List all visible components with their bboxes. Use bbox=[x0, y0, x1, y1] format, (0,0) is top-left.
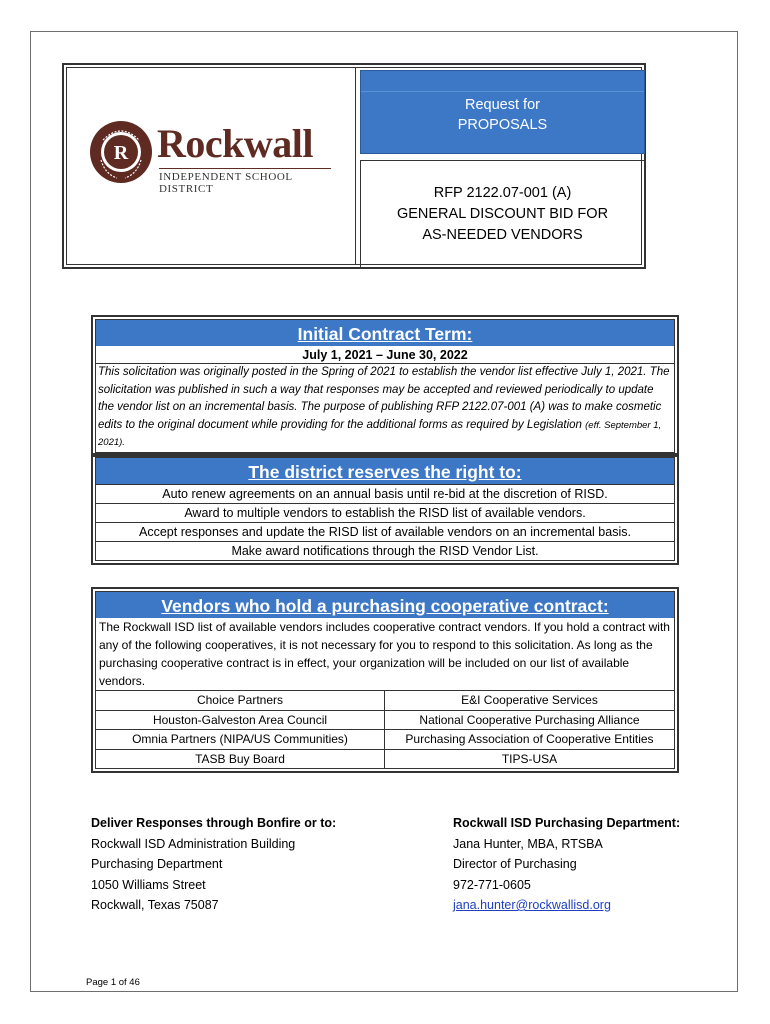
contract-term-title: Initial Contract Term: bbox=[96, 320, 674, 346]
delivery-address bbox=[91, 813, 336, 916]
title-header-block bbox=[62, 63, 646, 269]
rfp-title bbox=[360, 160, 645, 268]
contact-email-link[interactable]: jana.hunter@rockwallisd.org bbox=[453, 898, 611, 912]
coop-cell: E&I Cooperative Services bbox=[385, 691, 674, 711]
contact-phone: 972-771-0605 bbox=[453, 877, 531, 892]
reserves-title: The district reserves the right to: bbox=[96, 458, 674, 484]
rockwall-seal-icon bbox=[89, 120, 153, 184]
delivery-heading: Deliver Responses through Bonfire or to: bbox=[91, 816, 337, 830]
rfp-number: RFP 2122.07-001 (A) bbox=[433, 185, 572, 201]
address-line: Purchasing Department bbox=[91, 857, 223, 871]
coop-cell: Houston-Galveston Area Council bbox=[96, 711, 385, 731]
effective-date-note: (eff. September 1, 2021). bbox=[98, 419, 662, 448]
district-logo bbox=[67, 68, 356, 264]
contract-term-description: This solicitation was originally posted in the Spring of 2021 to establish the vendor list effective July 1, 2021. The solicitation was published in such a way that responses may be accepted and reviewed periodically to update the vendor list on an incremental basis. The purpose of publishing RFP 2122.07-001 (A) was to make cosmetic edits to the original document while providing for the additional forms as required by Legislation (eff. September 1, 2021). bbox=[96, 363, 674, 452]
coop-cell: TASB Buy Board bbox=[96, 750, 385, 769]
request-banner bbox=[360, 70, 645, 154]
address-line: Rockwall, Texas 75087 bbox=[91, 898, 219, 912]
cooperative-table bbox=[96, 690, 674, 768]
contract-term-dates: July 1, 2021 – June 30, 2022 bbox=[302, 348, 468, 362]
contact-line: Director of Purchasing bbox=[453, 857, 577, 871]
purchasing-contact bbox=[453, 813, 680, 916]
contract-term-section bbox=[91, 315, 679, 457]
district-reserves-section bbox=[91, 453, 679, 565]
page-number: Page 1 of 46 bbox=[86, 977, 140, 988]
coop-cell: Omnia Partners (NIPA/US Communities) bbox=[96, 730, 385, 750]
logo-wordmark: Rockwall bbox=[157, 121, 313, 166]
request-line-2: PROPOSALS bbox=[457, 117, 548, 133]
coop-cell: Purchasing Association of Cooperative Entities bbox=[385, 730, 674, 750]
cooperative-description: The Rockwall ISD list of available vendors includes cooperative contract vendors. If you hold a contract with any of the following cooperatives, it is not necessary for you to respond to this solicitation. As long as the purchasing cooperative contract is in effect, your organization will be included on our list of available vendors. bbox=[99, 620, 670, 688]
cooperative-title: Vendors who hold a purchasing cooperative contract: bbox=[96, 592, 674, 618]
cooperative-section bbox=[91, 587, 679, 773]
coop-cell: Choice Partners bbox=[96, 691, 385, 711]
rfp-title-line-3: AS-NEEDED VENDORS bbox=[422, 227, 583, 243]
reserve-item: Make award notifications through the RISD Vendor List. bbox=[96, 541, 674, 560]
reserve-item: Accept responses and update the RISD list of available vendors on an incremental basis. bbox=[96, 522, 674, 541]
logo-subtitle: INDEPENDENT SCHOOL DISTRICT bbox=[159, 168, 331, 195]
rfp-title-line-2: GENERAL DISCOUNT BID FOR bbox=[396, 206, 609, 222]
reserve-item: Award to multiple vendors to establish the RISD list of available vendors. bbox=[96, 503, 674, 522]
request-line-1: Request for bbox=[465, 97, 540, 113]
address-line: Rockwall ISD Administration Building bbox=[91, 836, 296, 851]
contact-line: Jana Hunter, MBA, RTSBA bbox=[453, 836, 603, 851]
svg-text:R: R bbox=[113, 142, 129, 164]
coop-cell: National Cooperative Purchasing Alliance bbox=[385, 711, 674, 731]
department-heading: Rockwall ISD Purchasing Department: bbox=[453, 816, 681, 830]
reserve-item: Auto renew agreements on an annual basis until re-bid at the discretion of RISD. bbox=[96, 484, 674, 503]
address-line: 1050 Williams Street bbox=[91, 877, 206, 892]
coop-cell: TIPS-USA bbox=[501, 751, 558, 766]
